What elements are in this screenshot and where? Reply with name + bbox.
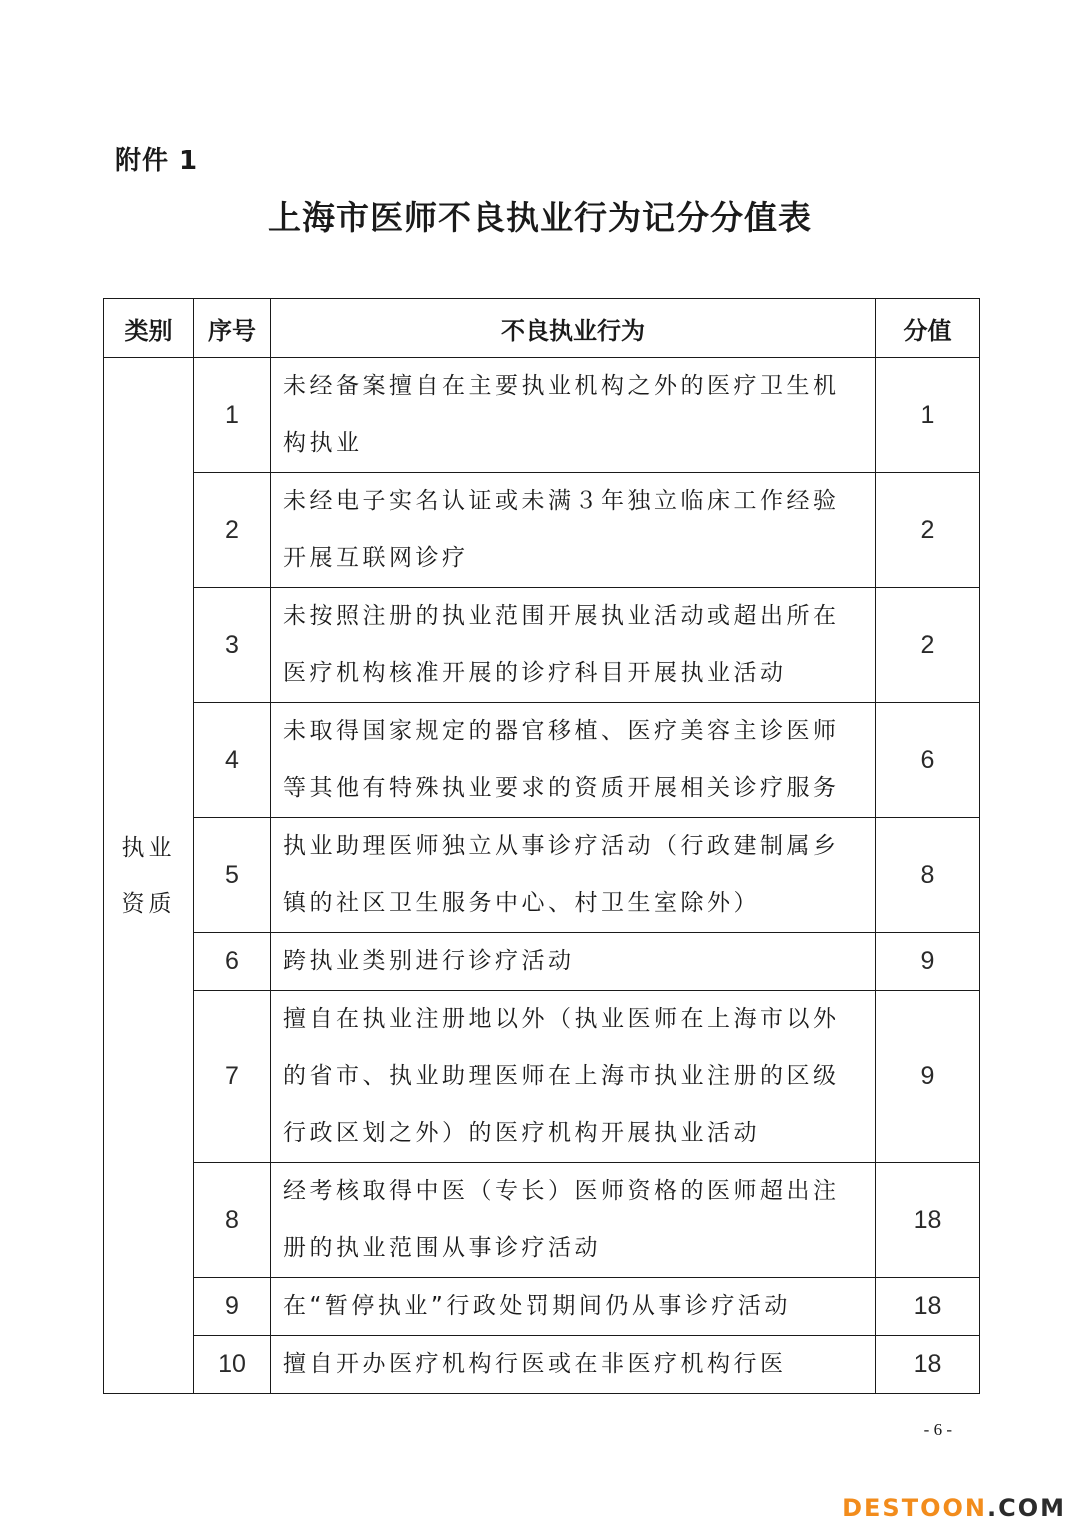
- table-row: [104, 358, 980, 473]
- behavior-cell: 擅自在执业注册地以外（执业医师在上海市以外的省市、执业助理医师在上海市执业注册的区级行政区划之外）的医疗机构开展执业活动: [271, 991, 876, 1163]
- seq-cell: 2: [194, 473, 271, 588]
- seq-cell: 8: [194, 1163, 271, 1278]
- behavior-cell: 经考核取得中医（专长）医师资格的医师超出注册的执业范围从事诊疗活动: [271, 1163, 876, 1278]
- watermark-logo: [842, 1494, 1066, 1522]
- table-row: [104, 1278, 980, 1336]
- table-row: [104, 473, 980, 588]
- seq-cell: 1: [194, 358, 271, 473]
- seq-cell: 7: [194, 991, 271, 1163]
- score-cell: 18: [876, 1336, 980, 1394]
- attachment-label: 附件 1: [115, 146, 199, 176]
- header-seq: 序号: [194, 299, 271, 358]
- seq-cell: 4: [194, 703, 271, 818]
- behavior-cell: 执业助理医师独立从事诊疗活动（行政建制属乡镇的社区卫生服务中心、村卫生室除外）: [271, 818, 876, 933]
- score-cell: 1: [876, 358, 980, 473]
- category-cell: [104, 358, 194, 1394]
- seq-cell: 10: [194, 1336, 271, 1394]
- table-row: [104, 1336, 980, 1394]
- behavior-cell: 未经电子实名认证或未满３年独立临床工作经验开展互联网诊疗: [271, 473, 876, 588]
- seq-cell: 3: [194, 588, 271, 703]
- document-title: 上海市医师不良执业行为记分分值表: [268, 198, 812, 237]
- header-score: 分值: [876, 299, 980, 358]
- seq-cell: 9: [194, 1278, 271, 1336]
- score-cell: 18: [876, 1278, 980, 1336]
- watermark-text-main: DESTOON: [842, 1494, 987, 1522]
- category-line-1: 执业: [121, 834, 176, 861]
- score-cell: 9: [876, 991, 980, 1163]
- score-cell: 6: [876, 703, 980, 818]
- header-behavior: 不良执业行为: [271, 299, 876, 358]
- category-line-2: 资质: [121, 890, 176, 917]
- seq-cell: 6: [194, 933, 271, 991]
- table-row: [104, 703, 980, 818]
- table-row: [104, 818, 980, 933]
- score-cell: 8: [876, 818, 980, 933]
- behavior-cell: 跨执业类别进行诊疗活动: [271, 933, 876, 991]
- score-cell: 2: [876, 588, 980, 703]
- scoring-table: [103, 298, 980, 1394]
- behavior-cell: 未按照注册的执业范围开展执业活动或超出所在医疗机构核准开展的诊疗科目开展执业活动: [271, 588, 876, 703]
- behavior-cell: 未取得国家规定的器官移植、医疗美容主诊医师等其他有特殊执业要求的资质开展相关诊疗服务: [271, 703, 876, 818]
- table-row: [104, 588, 980, 703]
- watermark-text-suffix: .COM: [986, 1494, 1066, 1522]
- score-cell: 18: [876, 1163, 980, 1278]
- behavior-cell: 未经备案擅自在主要执业机构之外的医疗卫生机构执业: [271, 358, 876, 473]
- table-header-row: [104, 299, 980, 358]
- header-category: 类别: [104, 299, 194, 358]
- table-row: [104, 933, 980, 991]
- behavior-cell: 在“暂停执业”行政处罚期间仍从事诊疗活动: [271, 1278, 876, 1336]
- table-row: [104, 991, 980, 1163]
- table-row: [104, 1163, 980, 1278]
- behavior-cell: 擅自开办医疗机构行医或在非医疗机构行医: [271, 1336, 876, 1394]
- page-number: - 6 -: [923, 1420, 952, 1439]
- score-cell: 9: [876, 933, 980, 991]
- score-cell: 2: [876, 473, 980, 588]
- seq-cell: 5: [194, 818, 271, 933]
